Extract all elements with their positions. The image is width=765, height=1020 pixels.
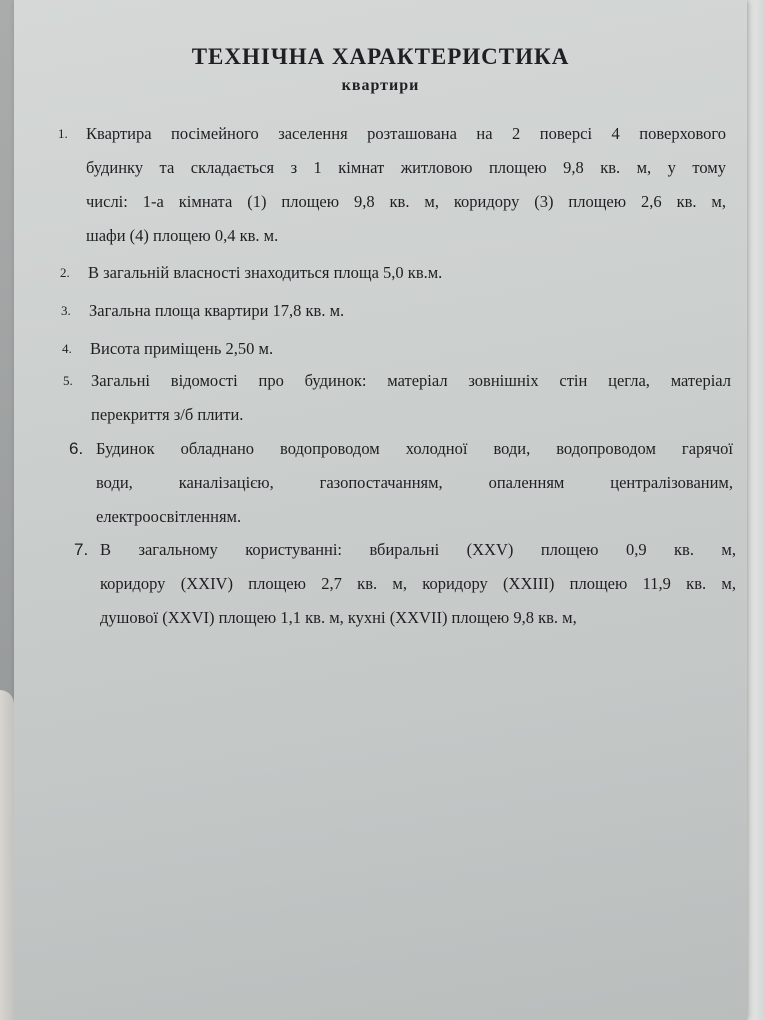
item-line: Будинок обладнано водопроводом холодної води, водопроводом гарячої (96, 439, 733, 458)
item-number: 5. (63, 373, 73, 388)
list-item (86, 117, 726, 253)
document-page (14, 0, 747, 1020)
list-item (96, 432, 733, 534)
list-item (91, 364, 731, 432)
hand-edge (0, 690, 14, 1020)
item-number: 3. (61, 303, 71, 318)
item-line: В загальному користуванні: вбиральні (XXV) площею 0,9 кв. м, (100, 540, 736, 559)
item-line: Висота приміщень 2,50 м. (90, 339, 274, 358)
list-item (100, 533, 736, 635)
item-line: електроосвітленням. (96, 507, 242, 526)
item-number: 1. (58, 126, 68, 141)
list-item (90, 332, 730, 366)
item-line: душової (XXVI) площею 1,1 кв. м, кухні (XXVII) площею 9,8 кв. м, (100, 608, 577, 627)
item-line: шафи (4) площею 0,4 кв. м. (86, 226, 279, 245)
item-line: перекриття з/б плити. (91, 405, 244, 424)
document-title: ТЕХНІЧНА ХАРАКТЕРИСТИКА (191, 44, 570, 69)
item-number: 2. (60, 265, 70, 280)
item-line: води, каналізацією, газопостачанням, опаленням централізованим, (96, 473, 733, 492)
item-line: Загальні відомості про будинок: матеріал зовнішніх стін цегла, матеріал (91, 371, 731, 390)
document-subtitle: квартири (341, 77, 420, 94)
item-number: 4. (62, 341, 72, 356)
item-line: Квартира посімейного заселення розташована на 2 поверсі 4 поверхового (86, 124, 726, 143)
item-line: будинку та складається з 1 кімнат житловою площею 9,8 кв. м, у тому (86, 158, 726, 177)
item-number: 6. (69, 439, 84, 458)
item-line: В загальній власності знаходиться площа 5,0 кв.м. (88, 263, 443, 282)
item-line: числі: 1-а кімната (1) площею 9,8 кв. м, коридору (3) площею 2,6 кв. м, (86, 192, 726, 211)
item-number: 7. (74, 540, 89, 559)
item-line: Загальна площа квартири 17,8 кв. м. (89, 301, 345, 320)
item-line: коридору (XXIV) площею 2,7 кв. м, коридору (XXIII) площею 11,9 кв. м, (100, 574, 736, 593)
list-item (89, 294, 729, 328)
list-item (88, 256, 728, 290)
